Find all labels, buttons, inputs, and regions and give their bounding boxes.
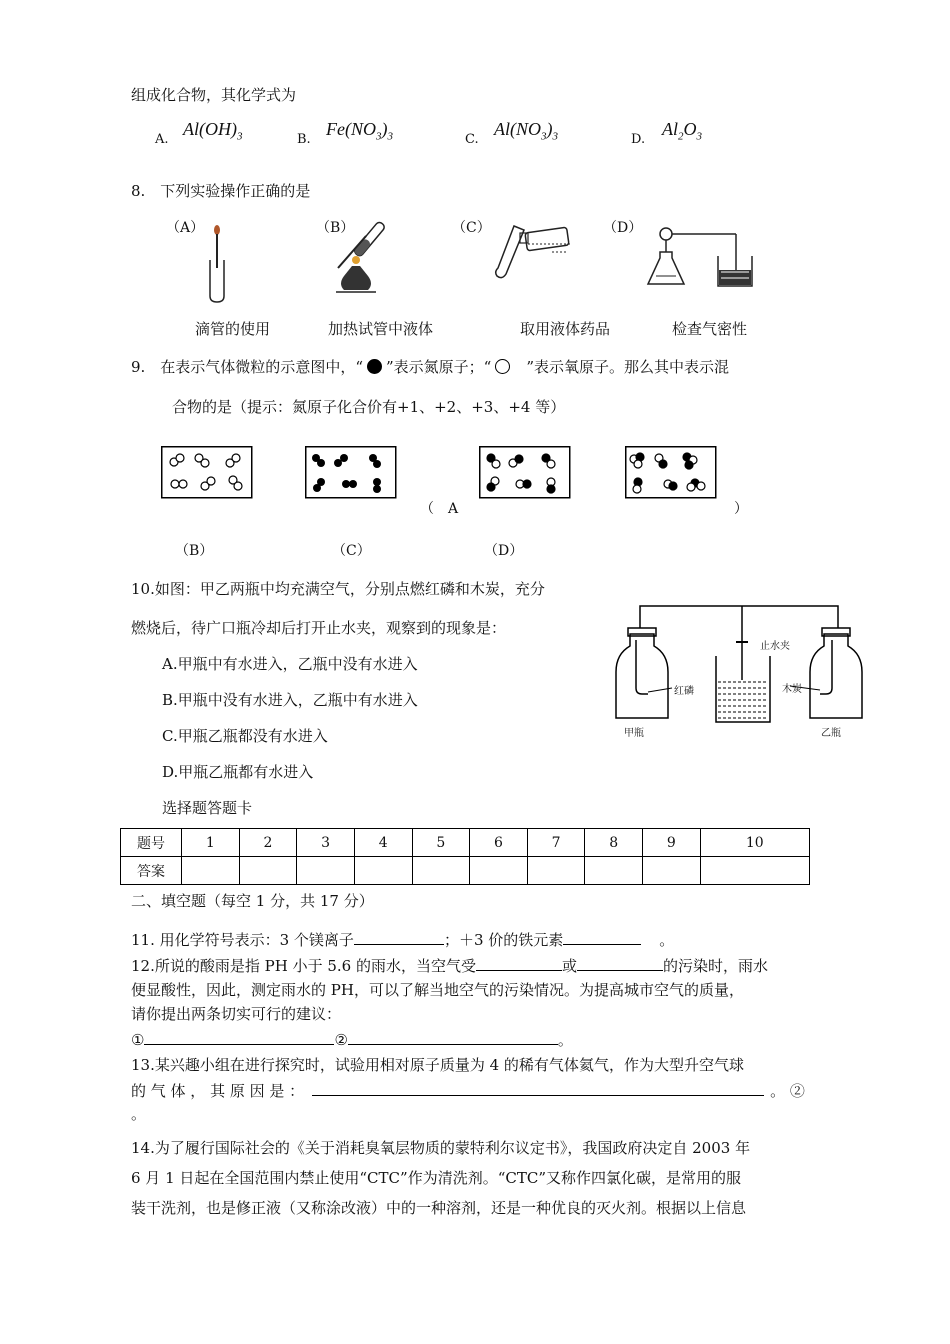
- q10-stem-line1: 10.如图：甲乙两瓶中均充满空气，分别点燃红磷和木炭，充分: [131, 580, 545, 598]
- q8-caption-a: 滴管的使用: [195, 320, 271, 338]
- answer-cell[interactable]: [585, 857, 643, 885]
- q11-blank-1[interactable]: [354, 930, 444, 945]
- answer-cell[interactable]: [239, 857, 297, 885]
- q10-option-a: A.甲瓶中有水进入，乙瓶中没有水进入: [162, 655, 418, 673]
- q7-option-c-label: C.: [465, 132, 479, 147]
- answer-cell[interactable]: [412, 857, 470, 885]
- molecule-box-a: [161, 446, 253, 499]
- answer-card-answer-row: [121, 857, 810, 885]
- answer-cell[interactable]: [297, 857, 355, 885]
- dropper-tube-illustration: [200, 222, 240, 304]
- q9-stem: 9. 在表示气体微粒的示意图中，“ ”表示氮原子；“ ”表示氧原子。那么其中表示混: [131, 358, 729, 376]
- answer-card-row2-head: 答案: [121, 857, 182, 885]
- answer-cell[interactable]: [182, 857, 240, 885]
- q11-blank-2[interactable]: [563, 930, 641, 945]
- molecule-box-b: [305, 446, 397, 499]
- q14-line3: 装干洗剂，也是修正液（又称涂改液）中的一种溶剂，还是一种优良的灭火剂。根据以上信息: [131, 1199, 747, 1217]
- q7-option-c-formula: $Al(NO_3)_3$: [494, 119, 558, 143]
- answer-card-number-row: [121, 829, 810, 857]
- q14-line1: 14.为了履行国际社会的《关于消耗臭氧层物质的蒙特利尔议定书》，我国政府决定自 2003 年: [131, 1139, 751, 1157]
- answer-card-number: 3: [297, 829, 355, 857]
- molecule-box-d: [625, 446, 717, 499]
- charcoal-label: 木炭: [782, 684, 802, 695]
- nitrogen-atom-icon: [367, 359, 382, 374]
- q9-line2: 合物的是（提示：氮原子化合价有+1、+2、+3、+4 等）: [172, 398, 566, 416]
- q7-option-d-formula: $Al_2O_3$: [662, 119, 702, 143]
- q7-option-a-formula: $Al(OH)_3$: [183, 119, 243, 143]
- q11-line: 11. 用化学符号表示：3 个镁离子 ；＋3 价的铁元素 。: [131, 931, 675, 949]
- answer-cell[interactable]: [470, 857, 528, 885]
- q13-line3: 。: [131, 1105, 147, 1123]
- answer-card-number: 8: [585, 829, 643, 857]
- answer-card-row1-head: 题号: [121, 829, 182, 857]
- section2-title: 二、填空题（每空 1 分，共 17 分）: [131, 892, 374, 910]
- q10-option-c: C.甲瓶乙瓶都没有水进入: [162, 727, 328, 745]
- q12-line4: ① ② 。: [131, 1031, 573, 1049]
- answer-card-table: [120, 828, 810, 885]
- q12-line1: 12.所说的酸雨是指 PH 小于 5.6 的雨水，当空气受 或 的污染时，雨水: [131, 957, 768, 975]
- answer-card-number: 7: [527, 829, 585, 857]
- q8-tag-b: （B）: [316, 220, 355, 236]
- q7-option-a-label: A.: [155, 132, 169, 147]
- oxygen-atom-icon: [495, 359, 510, 374]
- q8-stem: 8. 下列实验操作正确的是: [131, 182, 311, 200]
- q7-stem: 组成化合物，其化学式为: [131, 86, 297, 104]
- answer-card-number: 2: [239, 829, 297, 857]
- answer-card-number: 5: [412, 829, 470, 857]
- answer-cell[interactable]: [643, 857, 701, 885]
- q7-option-d-label: D.: [631, 132, 646, 147]
- answer-cell[interactable]: [527, 857, 585, 885]
- answer-card-number: 10: [700, 829, 809, 857]
- q13-blank-1[interactable]: [312, 1081, 764, 1096]
- q9-answer-open: （ A: [420, 501, 459, 517]
- answer-card-title: 选择题答题卡: [162, 799, 253, 817]
- q13-line1: 13.某兴趣小组在进行探究时，试验用相对原子质量为 4 的稀有气体氦气，作为大型升空气球: [131, 1056, 744, 1074]
- bottle-a-label: 甲瓶: [624, 728, 644, 739]
- q9-box-label-c: （C）: [332, 543, 371, 559]
- bottle-b-label: 乙瓶: [821, 728, 841, 739]
- q10-stem-line2: 燃烧后，待广口瓶冷却后打开止水夹，观察到的现象是：: [131, 619, 507, 637]
- bottles-apparatus-illustration: [612, 584, 874, 740]
- answer-card-number: 1: [182, 829, 240, 857]
- red-phosphorus-label: 红磷: [674, 686, 694, 697]
- q12-line2: 便显酸性，因此，测定雨水的 PH，可以了解当地空气的污染情况。为提高城市空气的质量，: [131, 981, 744, 999]
- q8-caption-c: 取用液体药品: [520, 320, 611, 338]
- answer-card-number: 4: [354, 829, 412, 857]
- q8-tag-d: （D）: [603, 220, 643, 236]
- q14-line2: 6 月 1 日起在全国范围内禁止使用“CTC”作为清洗剂。“CTC”又称作四氯化碳，是常用的服: [131, 1169, 741, 1187]
- clamp-label: 止水夹: [760, 641, 790, 652]
- answer-card-number: 6: [470, 829, 528, 857]
- q8-caption-d: 检查气密性: [672, 320, 748, 338]
- q12-blank-2[interactable]: [577, 956, 663, 971]
- answer-cell[interactable]: [354, 857, 412, 885]
- q12-blank-3[interactable]: [144, 1030, 334, 1045]
- q12-blank-4[interactable]: [348, 1030, 558, 1045]
- q10-option-d: D.甲瓶乙瓶都有水进入: [162, 763, 314, 781]
- q8-tag-c: （C）: [452, 220, 491, 236]
- q12-line3: 请你提出两条切实可行的建议：: [131, 1005, 342, 1023]
- q12-blank-1[interactable]: [476, 956, 562, 971]
- q8-tag-a: （A）: [166, 220, 205, 236]
- q9-box-label-b: （B）: [175, 543, 214, 559]
- q7-option-b-formula: $Fe(NO_3)_3$: [326, 119, 393, 143]
- answer-cell[interactable]: [700, 857, 809, 885]
- q13-line2: 的 气 体 ， 其 原 因 是 ： 。 ②: [131, 1082, 805, 1100]
- heating-tube-illustration: [328, 222, 388, 297]
- pouring-liquid-illustration: [492, 218, 572, 284]
- q9-answer-close: ）: [734, 501, 748, 517]
- q7-option-b-label: B.: [297, 132, 311, 147]
- q8-caption-b: 加热试管中液体: [328, 320, 434, 338]
- answer-card-number: 9: [643, 829, 701, 857]
- airtightness-check-illustration: [646, 222, 756, 292]
- q9-box-label-d: （D）: [484, 543, 524, 559]
- q10-option-b: B.甲瓶中没有水进入，乙瓶中有水进入: [162, 691, 418, 709]
- molecule-box-c: [479, 446, 571, 499]
